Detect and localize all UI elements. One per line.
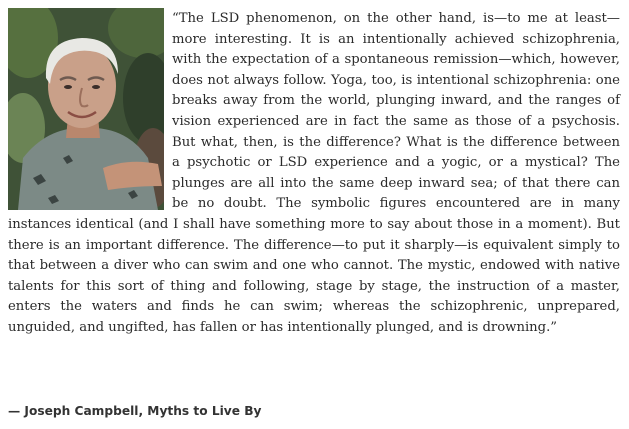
quote-text: “The LSD phenomenon, on the other hand, is—to me at least—more interesting. It is an intentionally achieved schizophrenia, with the expectation of a spontaneous remission—which, however, does not always follow. Yoga, too, is intentional schizophrenia: one breaks away from the world, plunging inward, and the ranges of vision experienced are in fact the same as those of a psychosis. But what, then, is the difference? What is the difference between a psychotic or LSD experience and a yogic, or a mystical? The plunges are all into the same deep inward sea; of that there can be no doubt. The symbolic figures encountered are in many instances identical (and I shall have something more to say about those in a moment). But there is an important difference. The difference—to put it sharply—is equivalent simply to that between a diver who can swim and one who cannot. The mystic, endowed with native talents for this sort of thing and following, stage by stage, the instruction of a master, enters the waters and finds he can swim; whereas the schizophrenic, unprepared, unguided, and ungifted, has fallen or has intentionally plunged, and is drowning.” <box>8 11 620 335</box>
quote-attribution: — Joseph Campbell, Myths to Live By <box>8 404 262 418</box>
photo-spacer <box>8 9 172 213</box>
quote-text-block <box>8 9 620 339</box>
